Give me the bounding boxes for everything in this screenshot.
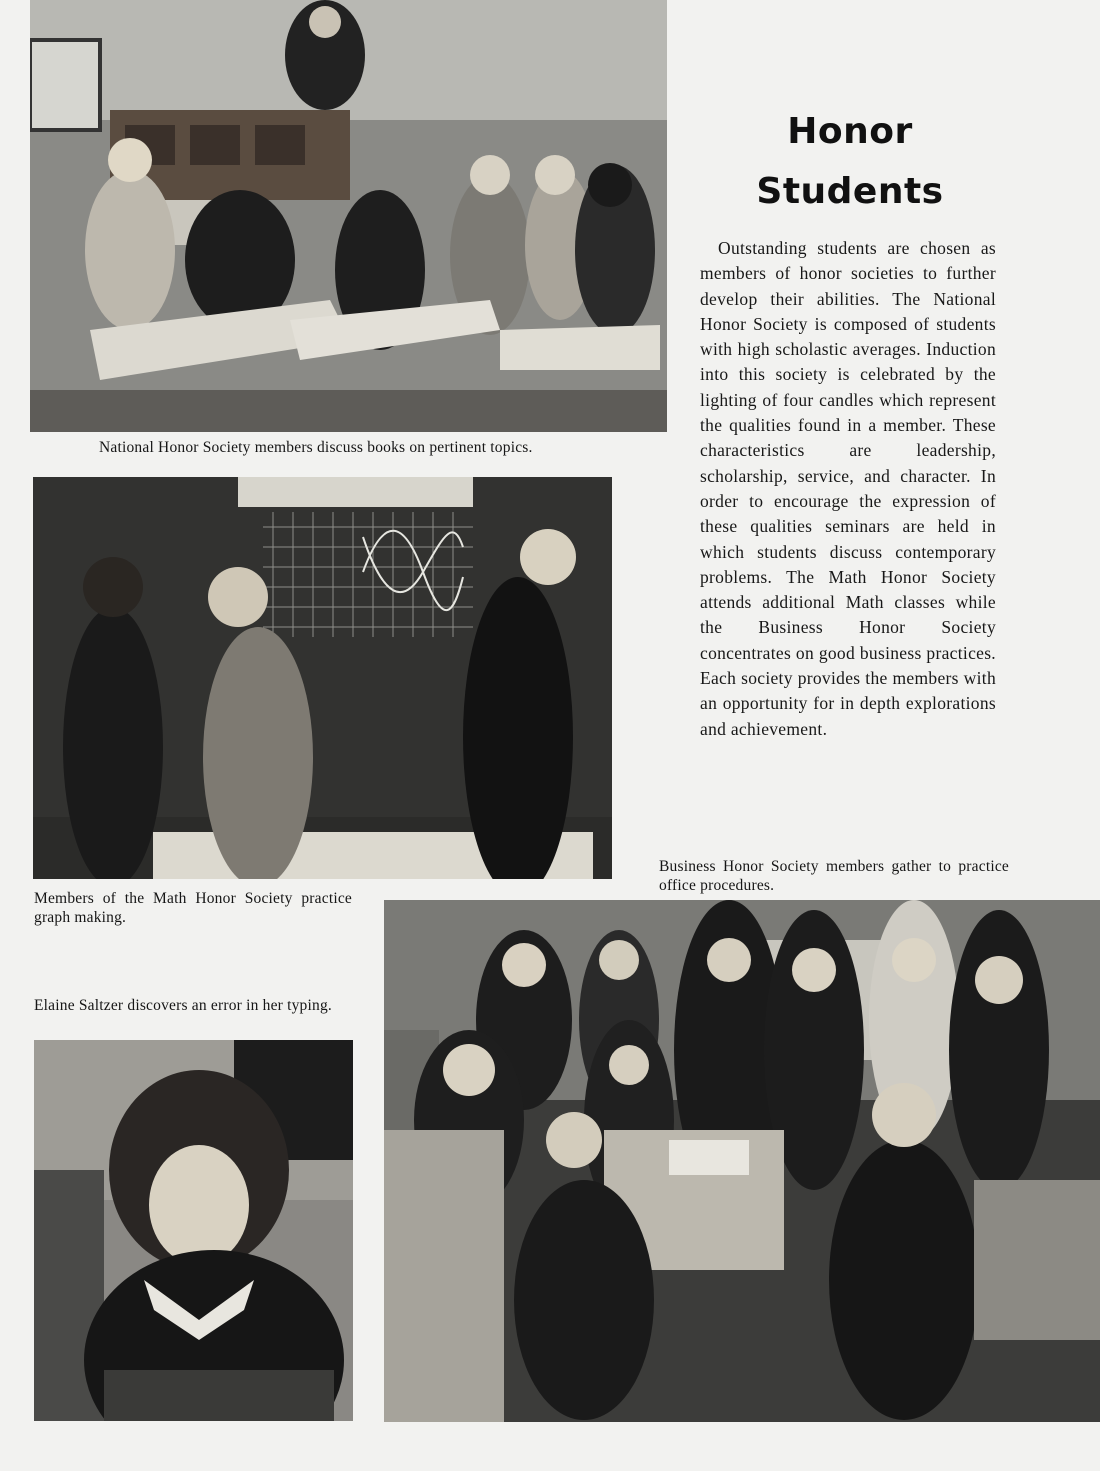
typing-photo	[34, 1040, 353, 1421]
caption-business-honor-society: Business Honor Society members gather to practice office procedures.	[659, 858, 1009, 894]
national-honor-society-photo	[30, 0, 667, 432]
math-honor-society-photo	[33, 477, 612, 879]
caption-math-honor-society: Members of the Math Honor Society practice graph making.	[34, 890, 352, 926]
page-title-line-1: Honor	[787, 111, 913, 152]
page-title	[700, 102, 1000, 222]
article-paragraph: Outstanding students are chosen as members of honor societies to further develop their abilities. The National Honor Society is composed of students with high scholastic averages. Induction into this society is celebrated by the lighting of four candles which represent the qualities found in a member. These characteristics are leadership, scholarship, service, and character. In order to encourage the expression of these qualities seminars are held in which students discuss contemporary problems. The Math Honor Society attends additional Math classes while the Business Honor Society concentrates on good business practices. Each society provides the members with an opportunity for in depth explorations and achievement.	[700, 238, 996, 739]
caption-typing: Elaine Saltzer discovers an error in her typing.	[34, 997, 332, 1014]
article-body	[700, 236, 996, 742]
business-honor-society-photo	[384, 900, 1100, 1422]
caption-national-honor-society: National Honor Society members discuss books on pertinent topics.	[99, 439, 533, 456]
page-title-line-2: Students	[756, 171, 944, 212]
